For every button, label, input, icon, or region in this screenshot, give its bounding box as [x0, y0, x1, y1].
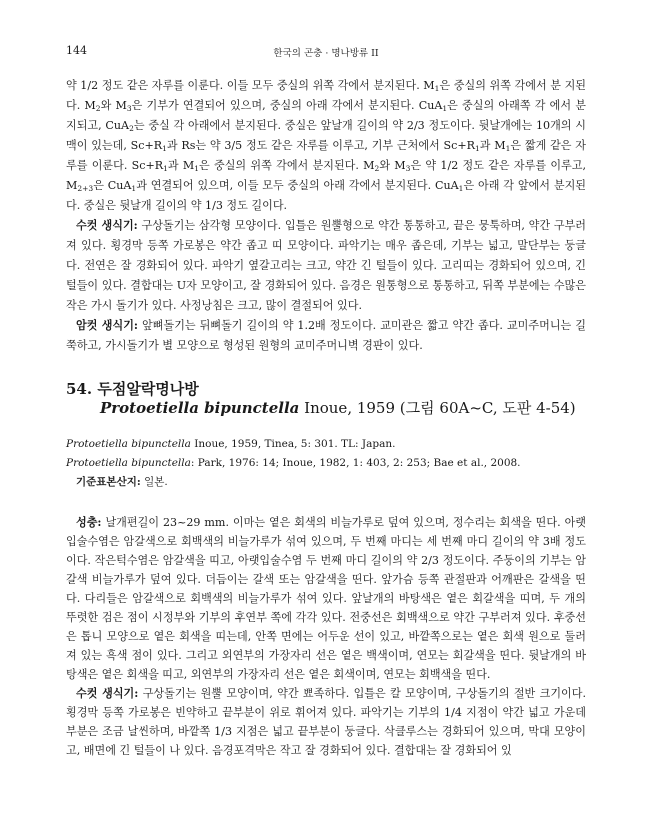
male-genitalia-paragraph-2	[66, 684, 586, 760]
species-heading	[66, 380, 626, 418]
figure-reference: (그림 60A~C, 도판 4-54)	[399, 399, 576, 417]
citation-line: Protoetiella bipunctella Inoue, 1959, Tinea, 5: 301. TL: Japan.	[66, 438, 396, 450]
species-scientific-name: Protoetiella bipunctella	[100, 399, 300, 417]
adult-text: 날개편길이 23~29 mm. 이마는 옅은 회색의 비늘가루로 덮여 있으며, 정수리는 회색을 띤다. 아랫입술수염은 암갈색으로 회백색의 비늘가루가 섞여 있으며, 두 번째 마디는 세 번째 마디 길이의 약 3배 정도이다. 작은턱수염은 암갈색을 띠고, 아랫입술수염 두 번째 마디 길이의 약 2/3 정도이다. 주둥이의 기부는 암갈색 비늘가루가 덮여 있다. 더듬이는 갈색 또는 암갈색을 띤다. 앞가슴 등쪽 관절판과 어깨판은 갈색을 띤다. 다리들은 암갈색으로 회백색의 비늘가루가 섞여 있다. 앞날개의 바탕색은 옅은 회갈색을 띠며, 두 개의 뚜렷한 검은 점이 시정부와 기부의 후연부 쪽에 각각 있다. 전중선은 회백색으로 약간 구부러져 있다. 후중선은 톱니 모양으로 옅은 회색을 띠는데, 안쪽 면에는 어두운 선이 있고, 바깥쪽으로는 옅은 회색 원으로 둘러져 있는 흑색 점이 있다. 그리고 외연부의 가장자리 선은 옅은 백색이며, 연모는 회갈색을 띤다. 뒷날개의 바탕색은 옅은 회색을 띠고, 외연부의 가장자리 선은 옅은 회색이며, 연모는 회백색을 띤다.	[66, 516, 586, 681]
adult-paragraph	[66, 513, 586, 684]
species-description	[66, 513, 586, 760]
citation-taxon: Protoetiella bipunctella	[66, 438, 191, 450]
wing-venation-continued	[66, 76, 586, 356]
species-korean-name: 두점알락명나방	[97, 380, 199, 398]
male-genitalia-paragraph	[66, 216, 586, 316]
type-locality	[66, 473, 586, 492]
synonymy-citations	[66, 435, 586, 492]
running-header	[66, 44, 586, 60]
species-number: 54.	[66, 380, 93, 398]
type-locality-label: 기준표본산지:	[76, 476, 141, 488]
female-genitalia-label: 암컷 생식기:	[76, 319, 139, 332]
type-locality-value: 일본.	[140, 476, 168, 488]
page-number: 144	[66, 44, 87, 57]
male-genitalia-label-2: 수컷 생식기:	[76, 687, 139, 700]
adult-label: 성충:	[76, 516, 102, 529]
male-genitalia-text-2: 구상돌기는 원뿔 모양이며, 약간 뾰족하다. 입틀은 칼 모양이며, 구상돌기의 절반 크기이다. 횡경막 등쪽 가로봉은 빈약하고 끝부분이 위로 휘어져 있다. 파악기는 기부의 1/4 지점이 약간 넓고 가운데 부분은 조금 날씬하며, 바깥쪽 1/3 지점은 넓고 끝부분이 둥글다. 삭클루스는 경화되어 있으며, 막대 모양이고, 배면에 긴 털들이 나 있다. 음경포격막은 작고 잘 경화되어 있다. 결합대는 잘 경화되어 있	[66, 687, 586, 757]
male-genitalia-text: 구상돌기는 삼각형 모양이다. 입틀은 원뿔형으로 약간 통통하고, 끝은 뭉툭하며, 약간 구부러져 있다. 횡경막 등쪽 가로봉은 약간 좁고 띠 모양이다. 파악기는 매우 좁은데, 기부는 넓고, 말단부는 둥글다. 전연은 잘 경화되어 있다. 파악기 옆갈고리는 크고, 약간 긴 털들이 있다. 고리띠는 경화되어 있으며, 긴 털들이 있다. 결합대는 U자 모양이고, 잘 경화되어 있다. 음경은 원통형으로 통통하고, 뒤쪽 부분에는 수많은 작은 가시 돌기가 있다. 사정낭침은 크고, 많이 결절되어 있다.	[66, 219, 587, 312]
species-author-year: Inoue, 1959	[299, 399, 400, 417]
book-title: 한국의 곤충 · 명나방류 II	[273, 48, 379, 59]
female-genitalia-text: 앞뼈돌기는 뒤뼈돌기 길이의 약 1.2배 정도이다. 교미관은 짧고 약간 좁다. 교미주머니는 길쭉하고, 가시돌기가 별 모양으로 형성된 원형의 교미주머니벽 경판이 있다.	[66, 319, 586, 352]
venation-paragraph: 약 1/2 정도 같은 자루를 이룬다. 이들 모두 중실의 위쪽 각에서 분지된다. $M_1$은 중실의 위쪽 각에서 분 지된다. $M_2$와 $M_3$은 기부가 연결되어 있으며, 중실의 아래 각에서 분지된다. CuA$_1$은 중실의 아래쪽 각 에서 분지되고, CuA$_2$는 중실 각 아래에서 분지된다. 중실은 앞날개 길이의 약 2/3 정도이다. 뒷날개에는 10개의 시맥이 있는데, $Sc+R_1$과 Rs는 약 3/5 정도 같은 자루를 이루고, 기부 근처에서 $Sc+R_1$과 $M_1$은 짧게 같은 자루를 이룬다. $Sc+R_1$과 $M_1$은 중실의 위쪽 각에서 분지된다. $M_2$와 $M_3$은 약 1/2 정도 같은 자루를 이루고, $M_{2+3}$은 CuA$_1$과 연결되어 있으며, 이들 모두 중실의 아래 각에서 분지된다. CuA$_1$은 아래 각 앞에서 분지된다. 중실은 뒷날개 길이의 약 1/3 정도 길이다.	[66, 79, 586, 212]
citation-taxon: Protoetiella bipunctella	[66, 457, 191, 469]
male-genitalia-label: 수컷 생식기:	[76, 219, 138, 232]
citation-line: Protoetiella bipunctella: Park, 1976: 14; Inoue, 1982, 1: 403, 2: 253; Bae et al., 2008.	[66, 457, 521, 469]
female-genitalia-paragraph	[66, 316, 586, 356]
